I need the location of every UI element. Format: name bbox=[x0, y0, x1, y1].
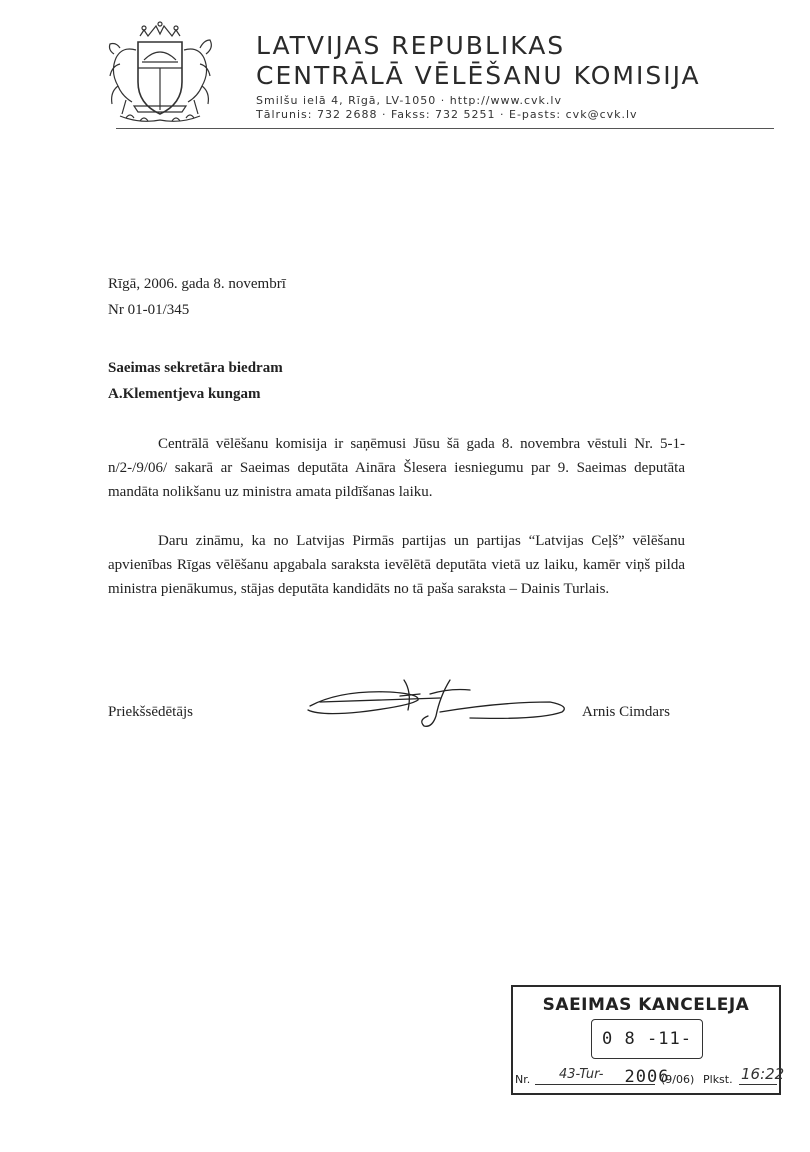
stamp-time-value: 16:22 bbox=[741, 1065, 785, 1083]
stamp-nr-underline bbox=[535, 1084, 655, 1085]
recipient-line2: A.Klementjeva kungam bbox=[108, 386, 261, 402]
letterhead-divider bbox=[116, 128, 774, 129]
place-date: Rīgā, 2006. gada 8. novembrī bbox=[108, 276, 286, 292]
signatory-title: Priekšsēdētājs bbox=[108, 704, 193, 720]
stamp-time-label: Plkst. bbox=[703, 1073, 733, 1086]
letterhead-contacts: Tālrunis: 732 2688 · Fakss: 732 5251 · E-pasts: cvk@cvk.lv bbox=[256, 108, 638, 121]
stamp-time-underline bbox=[739, 1084, 777, 1085]
paragraph-2-text: Daru zināmu, ka no Latvijas Pirmās partijas un partijas “Latvijas Ceļš” vēlēšanu apvienības Rīgas vēlēšanu apgabala saraksta ievēlētā deputāta vietā uz laiku, kamēr viņš pilda ministra pienākumus, stājas deputāta kandidāts no tā paša saraksta – Dainis Turlais. bbox=[108, 533, 685, 597]
body-paragraph-1 bbox=[108, 432, 685, 504]
stamp-details-row bbox=[513, 1065, 785, 1089]
body-paragraph-2 bbox=[108, 529, 685, 601]
stamp-nr-value: 43-Tur- bbox=[559, 1067, 604, 1082]
paragraph-1-text: Centrālā vēlēšanu komisija ir saņēmusi Jūsu šā gada 8. novembra vēstuli Nr. 5-1-n/2-/9/06/ sakarā ar Saeimas deputāta Aināra Šlesera iesniegumu par 9. Saeimas deputāta mandāta nolikšanu uz ministra amata pildīšanas laiku. bbox=[108, 436, 685, 500]
stamp-date: 0 8 -11- 2006 bbox=[591, 1019, 703, 1059]
reference-number: Nr 01-01/345 bbox=[108, 302, 190, 318]
signatory-name: Arnis Cimdars bbox=[582, 704, 670, 720]
handwritten-signature bbox=[300, 676, 570, 732]
letterhead-line2: CENTRĀLĀ VĒLĒŠANU KOMISIJA bbox=[256, 61, 701, 90]
coat-of-arms-icon bbox=[100, 20, 220, 126]
registration-stamp bbox=[511, 985, 785, 1095]
stamp-title: SAEIMAS KANCELEJA bbox=[542, 995, 750, 1015]
letterhead-line1: LATVIJAS REPUBLIKAS bbox=[256, 31, 566, 60]
stamp-nr-label: Nr. bbox=[515, 1073, 531, 1086]
stamp-code: (9/06) bbox=[661, 1073, 695, 1086]
letterhead-address: Smilšu ielā 4, Rīgā, LV-1050 · http://www.cvk.lv bbox=[256, 94, 562, 107]
recipient-line1: Saeimas sekretāra biedram bbox=[108, 360, 283, 376]
